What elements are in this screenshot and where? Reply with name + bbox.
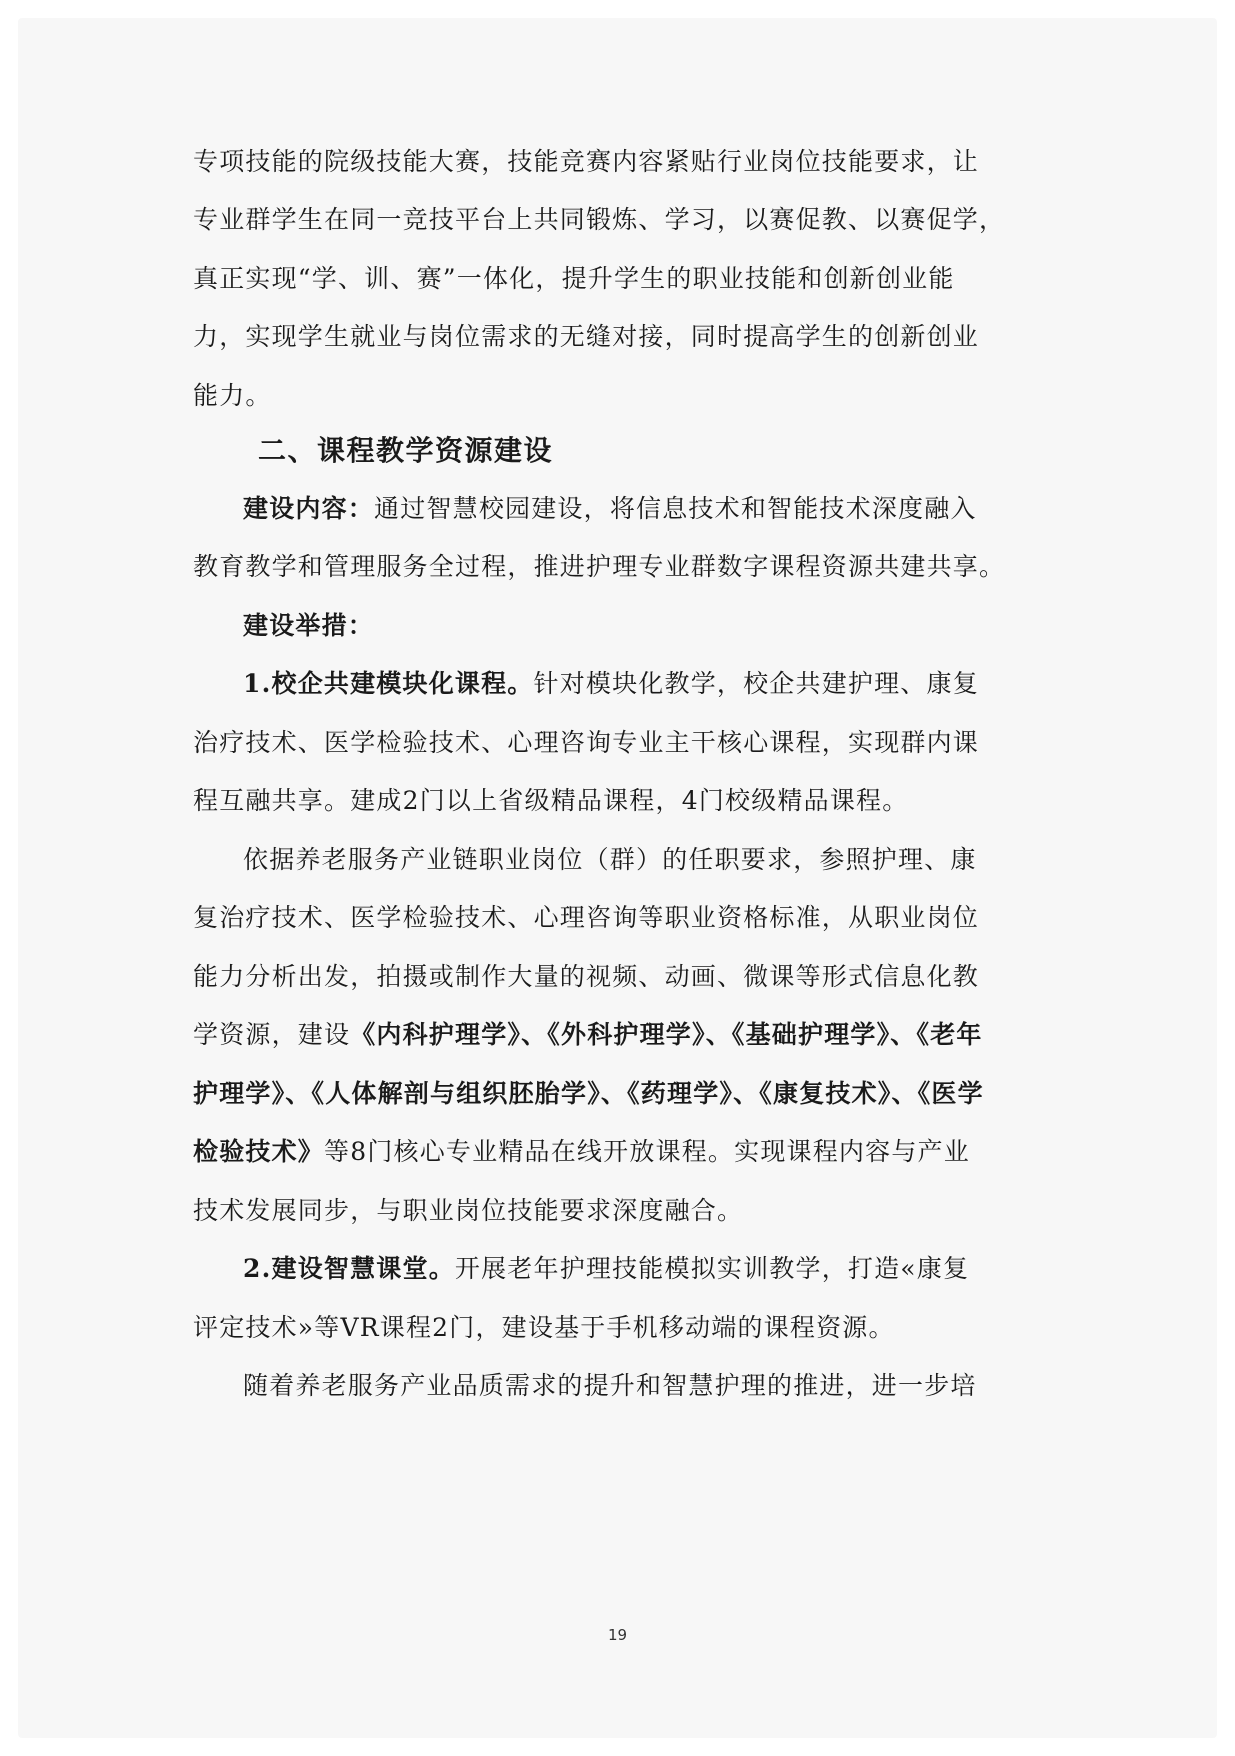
measures-label: 建设举措：: [243, 611, 375, 640]
body-line: 真正实现“学、训、赛”一体化，提升学生的职业技能和创新创业能: [193, 264, 955, 293]
section-heading: 二、课程教学资源建设: [258, 434, 554, 467]
para2-line: [193, 1137, 970, 1167]
para2-line: 护理学》、《人体解剖与组织胚胎学》、《药理学》、《康复技术》、《医学: [193, 1079, 984, 1108]
body-line: 能力。: [193, 381, 272, 410]
para2-line: 依据养老服务产业链职业岗位（群）的任职要求，参照护理、康: [243, 845, 977, 874]
item1-text: 针对模块化教学，校企共建护理、康复: [533, 669, 979, 698]
para2-line: 能力分析出发，拍摄或制作大量的视频、动画、微课等形式信息化教: [193, 962, 980, 991]
para3-line: 随着养老服务产业品质需求的提升和智慧护理的推进，进一步培: [243, 1371, 977, 1400]
para2-text: 等8门核心专业精品在线开放课程。实现课程内容与产业: [324, 1137, 970, 1166]
item1-line: 程互融共享。建成2门以上省级精品课程，4门校级精品课程。: [193, 786, 909, 815]
content-text: 通过智慧校园建设，将信息技术和智能技术深度融入: [374, 494, 977, 523]
item2-line: [243, 1254, 969, 1284]
item1-line: [243, 669, 979, 699]
item2-title: 2.建设智慧课堂。: [243, 1254, 455, 1283]
item2-text: 开展老年护理技能模拟实训教学，打造«康复: [454, 1254, 970, 1283]
content-paragraph-line: 教育教学和管理服务全过程，推进护理专业群数字课程资源共建共享。: [193, 552, 1006, 581]
content-label: 建设内容：: [243, 494, 375, 523]
body-line: 力，实现学生就业与岗位需求的无缝对接，同时提高学生的创新创业: [193, 322, 980, 351]
item2-line: 评定技术»等VR课程2门，建设基于手机移动端的课程资源。: [193, 1313, 895, 1342]
course-list: 《内科护理学》、《外科护理学》、《基础护理学》、《老年: [350, 1020, 983, 1049]
item1-line: 治疗技术、医学检验技术、心理咨询专业主干核心课程，实现群内课: [193, 728, 980, 757]
para2-line: 技术发展同步，与职业岗位技能要求深度融合。: [193, 1196, 744, 1225]
content-paragraph-line: [243, 494, 977, 524]
para2-line: 复治疗技术、医学检验技术、心理咨询等职业资格标准，从职业岗位: [193, 903, 980, 932]
course-list: 检验技术》: [193, 1137, 325, 1166]
para2-line: [193, 1020, 983, 1050]
body-line: 专项技能的院级技能大赛，技能竞赛内容紧贴行业岗位技能要求，让: [193, 147, 980, 176]
item1-title: 1.校企共建模块化课程。: [243, 669, 534, 698]
body-line: 专业群学生在同一竞技平台上共同锻炼、学习，以赛促教、以赛促学，: [193, 205, 1006, 234]
page-number: 19: [607, 1626, 628, 1644]
para2-text: 学资源，建设: [193, 1020, 351, 1049]
